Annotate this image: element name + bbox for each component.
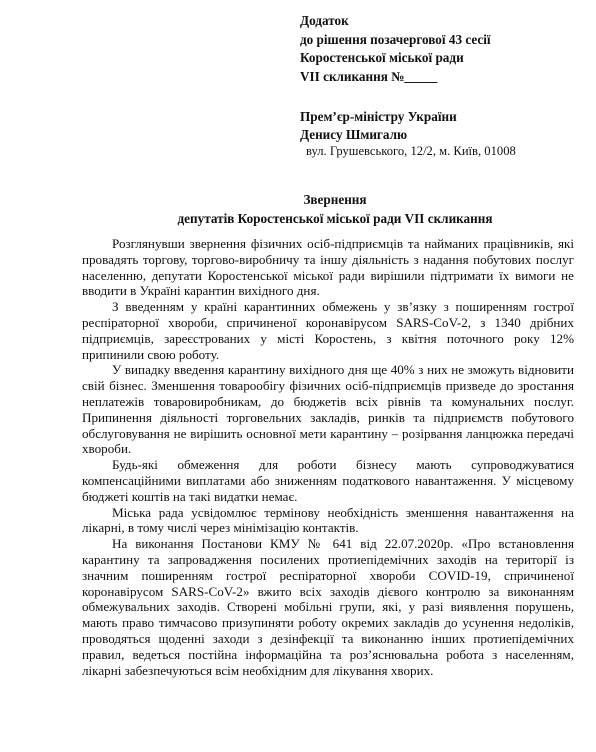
heading-subtitle: депутатів Коростенської міської ради VII скликання (177, 211, 493, 226)
addressee-address: вул. Грушевського, 12/2, м. Київ, 01008 (306, 144, 516, 158)
paragraph-4: Будь-які обмеження для роботи бізнесу мають супроводжуватися компенсаційними виплатами або зниженням податкового навантаження. У місцевому бюджеті коштів на такі видатки немає. (82, 457, 574, 504)
addendum-line-title: Додаток (300, 13, 349, 28)
document-heading (140, 190, 530, 228)
paragraph-1: Розглянувши звернення фізичних осіб-підприємців та найманих працівників, які провадять торгову, торгово-виробничу та іншу діяльність з надання побутових послуг населенню, депутати Коростенської міської ради вирішили підтримати їх вимоги не вводити в Україні карантин вихідного дня. (82, 236, 574, 299)
addendum-line-convocation: VII скликання №_____ (300, 68, 438, 84)
paragraph-6: На виконання Постанови КМУ № 641 від 22.07.2020р. «Про встановлення карантину та запровадження посилених протиепідемічних заходів на території із значним поширенням гострої респіраторної хвороби COVID-19, спричиненої коронавірусом SARS-CoV-2» вжито всіх заходів дієвого контролю за виконанням обмежувальних заходів. Створені мобільні групи, які, у разі виявлення порушень, мають право тимчасово призупиняти роботу окремих закладів до усунення недоліків, проводяться щоденні заходи з дезінфекції та виконанню інших протиепідемічних правил, ведеться постійна інформаційна та роз’яснювальна робота з населенням, лікарні забезпечуються всім необхідним для лікування хворих. (82, 536, 574, 678)
document-body (82, 236, 574, 678)
addressee-block (300, 108, 516, 161)
heading-title: Звернення (303, 192, 367, 207)
addendum-block (300, 12, 491, 86)
addressee-name: Денису Шмигалю (300, 126, 408, 142)
addendum-line-council: Коростенської міської ради (300, 50, 464, 65)
addendum-line-decision: до рішення позачергової 43 сесії (300, 31, 491, 47)
paragraph-5: Міська рада усвідомлює термінову необхідність зменшення навантаження на лікарні, в тому числі через мінімізацію контактів. (82, 504, 574, 536)
paragraph-3: У випадку введення карантину вихідного дня ще 40% з них не зможуть відновити свій бізнес. Зменшення товарообігу фізичних осіб-підприємців призведе до зростання неплатежів товаровиробникам, до бюджетів всіх рівнів та комунальних послуг. Припинення діяльності торговельних закладів, ринків та підприємств побутового обслуговування не вирішить основної мети карантину – розірвання ланцюжка передачі хвороби. (82, 362, 574, 457)
paragraph-2: З введенням у країні карантинних обмежень у зв’язку з поширенням гострої респіраторної хвороби, спричиненої коронавірусом SARS-CoV-2, з 1340 дрібних підприємців, зареєстрованих у місті Коростень, з квітня поточного року 12% припинили свою роботу. (82, 299, 574, 362)
addressee-position: Прем’єр-міністру України (300, 109, 457, 124)
